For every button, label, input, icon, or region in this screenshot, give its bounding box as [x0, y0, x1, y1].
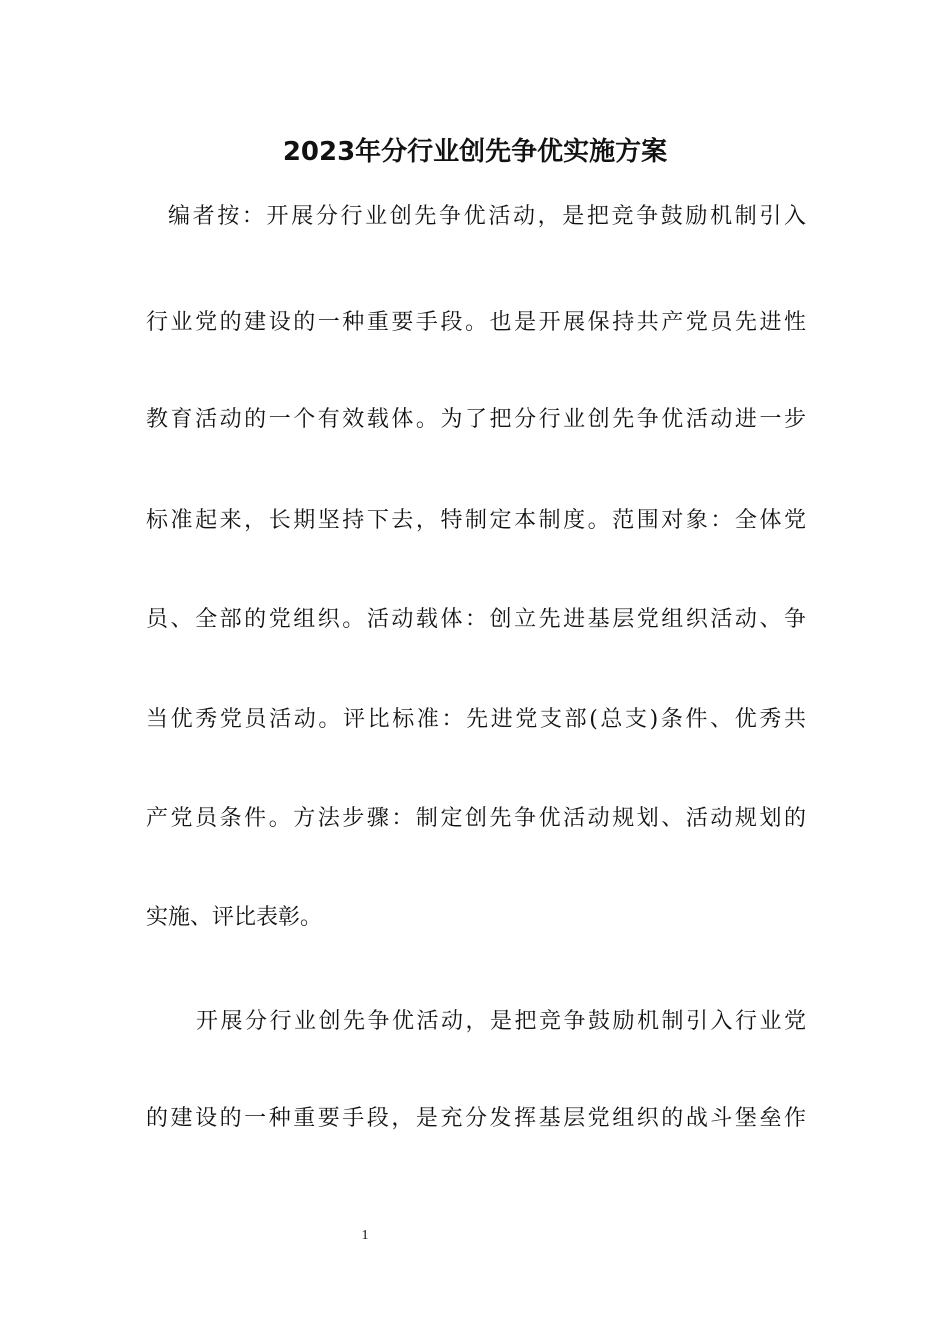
paragraph-line: 员、全部的党组织。活动载体：创立先进基层党组织活动、争 — [146, 607, 806, 632]
paragraph-line: 标准起来，长期坚持下去，特制定本制度。范围对象：全体党 — [146, 508, 806, 533]
paragraph-line: 实施、评比表彰。 — [146, 905, 323, 930]
paragraph-line: 当优秀党员活动。评比标准：先进党支部(总支)条件、优秀共 — [146, 707, 806, 732]
paragraph-line: 行业党的建设的一种重要手段。也是开展保持共产党员先进性 — [146, 310, 806, 335]
document-title: 2023年分行业创先争优实施方案 — [282, 137, 668, 167]
page-number: 1 — [361, 1228, 369, 1243]
paragraph-line: 教育活动的一个有效载体。为了把分行业创先争优活动进一步 — [146, 407, 806, 432]
paragraph-line: 的建设的一种重要手段，是充分发挥基层党组织的战斗堡垒作 — [146, 1106, 806, 1131]
paragraph-line: 开展分行业创先争优活动，是把竞争鼓励机制引入行业党 — [196, 1009, 806, 1034]
paragraph-line: 编者按：开展分行业创先争优活动，是把竞争鼓励机制引入 — [168, 204, 806, 229]
paragraph-line: 产党员条件。方法步骤：制定创先争优活动规划、活动规划的 — [146, 806, 806, 831]
